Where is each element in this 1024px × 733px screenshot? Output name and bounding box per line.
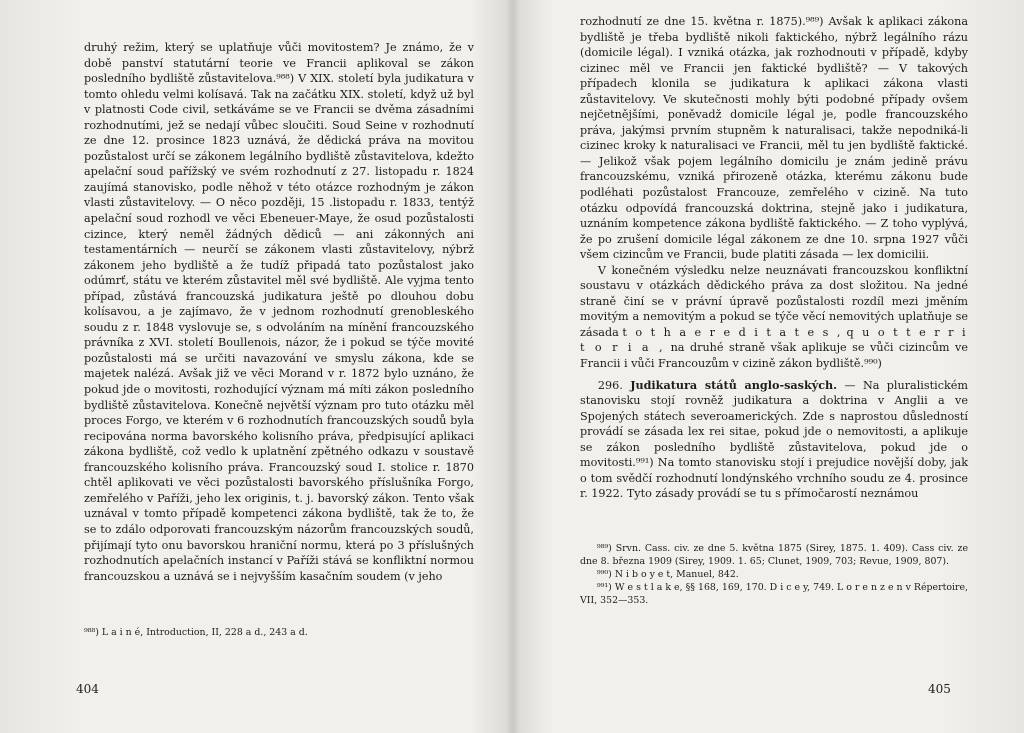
right-page-body xyxy=(580,14,968,502)
section-296 xyxy=(580,378,968,502)
section-text: — Na pluralistickém stanovisku stojí rovněž judikatura a doktrina v Anglii a ve Spojených státech severoamerických. Zde s naprostou důsledností provádí se zásada lex rei sitae, pokud jde o nemovitosti, a aplikuje se zákon posledního bydliště zůstavitelova, pokud jde o movitosti.⁹⁹¹) Na tomto stanovisku stojí i prejudice novější doby, jak o tom svědčí rozhodnutí londýnského vrchního soudu ze 4. prosince r. 1922. Tyto zásady provádí se tu s přímočarostí neznámou xyxy=(580,378,968,501)
footnote-990: ⁹⁹⁰) N i b o y e t, Manuel, 842. xyxy=(596,569,739,580)
right-footnotes xyxy=(580,542,968,607)
right-paragraph-2-text: V konečném výsledku nelze neuznávati francouzskou konfliktní soustavu v otázkách dědického práva za dost složitou. Na jedné straně činí se v právní úpravě pozůstalosti rozdíl mezi jměním movitým a nemovitým a pokud se týče věcí nemovitých uplatňuje se zásada xyxy=(580,263,968,339)
left-footnotes xyxy=(84,626,474,639)
right-paragraph-2-tail: na druhé straně však aplikuje se vůči cizincům ve Francii i vůči Francouzům v cizině zákon bydliště.⁹⁹⁰) xyxy=(580,341,968,371)
left-page-body xyxy=(84,40,474,584)
left-page-number: 404 xyxy=(76,682,99,696)
book-gutter xyxy=(506,0,520,733)
footnote-991: ⁹⁹¹) W e s t l a k e, §§ 168, 169, 170. D i c e y, 749. L o r e n z e n v Répertoire, VII, 352—353. xyxy=(580,582,968,606)
footnote-989: ⁹⁸⁹) Srvn. Cass. civ. ze dne 5. května 1875 (Sirey, 1875. 1. 409). Cass civ. ze dne 8. března 1909 (Sirey, 1909. 1. 65; Clunet, 1909, 703; Revue, 1909, 807). xyxy=(580,543,968,567)
left-paragraph-1: druhý režim, který se uplatňuje vůči movitostem? Je známo, že v době panství statutární teorie ve Francii aplikoval se zákon posledního bydliště zůstavitelova.⁹⁸⁸) V XIX. století byla judikatura v tomto ohledu velmi kolísavá. Tak na začátku XIX. století, když už byl v platnosti Code civil, setkáváme se ve Francii se dvěma zásadními rozhodnutími, jež se nedají vůbec sloučiti. Soud Seine v rozhodnutí ze dne 12. prosince 1823 uznává, že dědická práva na movitou pozůstalost určí se zákonem legálního bydliště zůstavitelova, kdežto apelační soud pařížský ve svém rozhodnutí z 27. listopadu r. 1824 zaujímá stanovisko, podle něhož v této otázce rozhodným je zákon vlasti zůstavitelovy. — O něco později, 15 .listopadu r. 1833, tentýž apelační soud rozhodl ve věci Ebeneuer-Maye, že osud pozůstalosti cizince, který neměl žádných dědiců — ani zákonných ani testamentárních — neurčí se zákonem vlasti zůstavitelovy, nýbrž zákonem jeho bydliště a že tudíž připadá tato pozůstalost jako odúmrť, státu ve kterém zůstavitel měl své bydliště. Ale vyjma tento případ, zůstává francouzská judikatura ještě po dlouhou dobu kolísavou, a je zajímavo, že v jednom rozhodnutí grenobleského soudu z r. 1848 vyslovuje se, s odvoláním na mínění francouzského právníka z XVI. století Boullenois, názor, že i pokud se týče movité pozůstalosti má se určiti navazování ve smyslu zákona, kde se majetek nalézá. Avšak již ve věci Morand v r. 1872 bylo uznáno, že pokud jde o movitosti, rozhodující význam má míti zákon posledního bydliště zůstavitelova. Konečně největší význam pro tuto otázku měl proces Forgo, ve kterém v 6 rozhodnutích francouzských soudů byla recipována norma bavorského kolisního práva, předpisující aplikaci zákona bydliště, což vedlo k uplatnění zpětného odkazu v soustavě francouzského kolisního práva. Francouzský soud I. stolice r. 1870 chtěl aplikovati ve věci pozůstalosti bavorského příslušníka Forgo, zemřelého v Paříži, jeho lex originis, t. j. bavorský zákon. Tento však uznával v tomto případě kompetenci zákona bydliště, tak že to, že se to zdálo odporovati francouzským názorům francouzských soudů, přijímají tyto onu bavorskou hraniční normu, která po 3 příslušných rozhodnutích apelačních instancí v Paříži stává se konfliktní normou francouzskou a uznává se i nejvyšším kasačním soudem (v jeho xyxy=(84,41,474,583)
right-paragraph-2 xyxy=(580,263,968,372)
right-paragraph-1: rozhodnutí ze dne 15. května r. 1875).⁹⁸⁹) Avšak k aplikaci zákona bydliště je třeba bydliště nikoli faktického, nýbrž legálního rázu (domicile légal). I vzniká otázka, jak rozhodnouti v případě, kdyby cizinec měl ve Francii jen faktické bydliště? — V takových případech klonila se judikatura k aplikaci zákona vlasti zůstavitelovy. Ve skutečnosti mohly býti podobné případy ovšem nejčetnějšími, poněvadž domicile légal je, podle francouzského práva, jakýmsi prvním stupněm k naturalisaci, takže nepodniká-li cizinec kroky k naturalisaci ve Francii, měl tu jen bydliště faktické. — Jelikož však pojem legálního domicilu je znám jedině právu francouzskému, vzniká přirozeně otázka, kterému zákonu bude podléhati pozůstalost Francouze, zemřelého v cizině. Na tuto otázku odpovídá francouzská doktrina, stejně jako i judikatura, uznáním kompetence zákona bydliště faktického. — Z toho vyplývá, že po zrušení domicile légal zákonem ze dne 10. srpna 1927 vůči všem cizincům ve Francii, bude platiti zásada — lex domicilii. xyxy=(580,15,968,262)
spaced-phrase-tot-haereditates: t o t h a e r e d i t a t e s , xyxy=(622,325,843,339)
spaced-phrase-quot-territoria: q u o t t e r r i t o r i a , xyxy=(580,325,968,355)
footnote-988: ⁹⁸⁸) L a i n é, Introduction, II, 228 a d., 243 a d. xyxy=(84,627,308,638)
right-page-number: 405 xyxy=(928,682,951,696)
section-title: Judikatura států anglo-saských. xyxy=(630,377,838,392)
section-number: 296. xyxy=(597,378,623,392)
